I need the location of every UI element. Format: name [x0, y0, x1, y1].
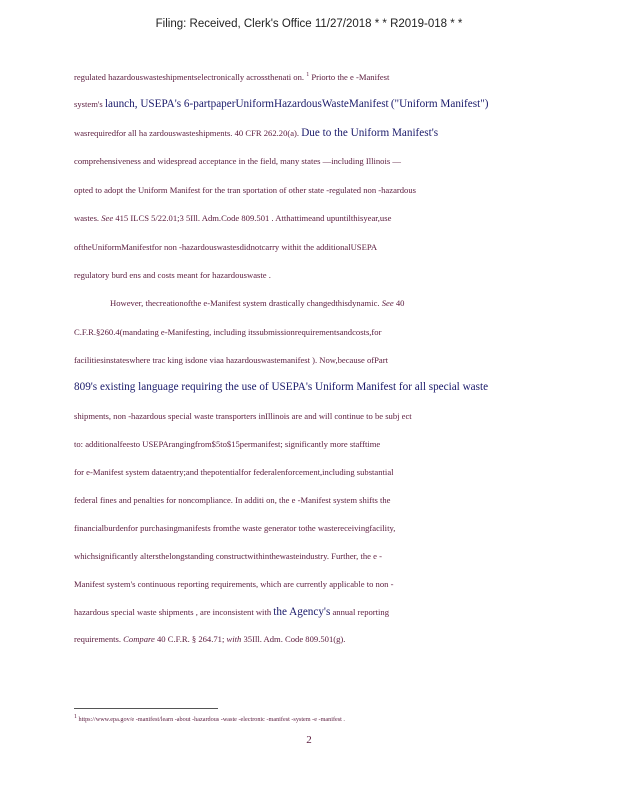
footnote-number: 1 [74, 714, 77, 720]
text-line-5: opted to adopt the Uniform Manifest for the tran sportation of other state -regulated non -hazardous [74, 185, 416, 195]
footnote-divider [74, 708, 218, 709]
text-line-13: shipments, non -hazardous special waste transporters inIllinois are and will continue to be subj ect [74, 411, 412, 421]
footnote-marker: 1 [306, 72, 310, 79]
text-line-20: hazardous special waste shipments , are inconsistent with the Agency's annual reporting [74, 606, 390, 618]
text-line-7: oftheUniformManifestfor non -hazardouswastesdidnotcarry withit the additionalUSEPA [74, 242, 378, 252]
page-number: 2 [306, 734, 312, 746]
text-line-3: wasrequiredfor all ha zardouswasteshipments. 40 CFR 262.20(a). Due to the Uniform Manifest's [74, 127, 439, 139]
text-line-2: system's launch, USEPA's 6-partpaperUniformHazardousWasteManifest ("Uniform Manifest") [74, 98, 489, 110]
text-line-1: regulated hazardouswasteshipmentselectronically acrossthenati on. $^1$ Priorto the e -Manifest [74, 72, 390, 82]
text-line-14: to: additionalfeesto USEPArangingfrom$5to$15permanifest; significantly more stafftime [74, 439, 381, 449]
text-line-11: facilitiesinstateswhere trac king isdone viaa hazardouswastemanifest ). Now,because ofPart [74, 355, 388, 365]
text-line-9: However, thecreationofthe e-Manifest system drastically changedthisdynamic. See 40 [110, 298, 405, 308]
text-line-21: requirements. Compare 40 C.F.R. § 264.71; with 35Ill. Adm. Code 809.501(g). [74, 634, 346, 644]
text-line-4: comprehensiveness and widespread acceptance in the field, many states —including Illinois — [74, 156, 401, 166]
text-line-16: federal fines and penalties for noncompliance. In additi on, the e -Manifest system shifts the [74, 495, 391, 505]
text-line-10: C.F.R.§260.4(mandating e-Manifesting, including itssubmissionrequirementsandcosts,for [74, 327, 382, 337]
text-line-6: wastes. See 415 ILCS 5/22.01;3 5Ill. Adm.Code 809.501 . Atthattimeand upuntilthisyear,use [74, 213, 392, 223]
text-line-8: regulatory burd ens and costs meant for hazardouswaste . [74, 270, 271, 280]
text-line-15: for e-Manifest system dataentry;and thepotentialfor federalenforcement,including substantial [74, 467, 394, 477]
text-line-19: Manifest system's continuous reporting requirements, which are currently applicable to non - [74, 579, 394, 589]
text-line-17: financialburdenfor purchasingmanifests fromthe waste generator tothe wastereceivingfacility, [74, 523, 396, 533]
text-line-18: whichsignificantly altersthelongstanding constructwithinthewasteindustry. Further, the e - [74, 551, 382, 561]
filing-header: Filing: Received, Clerk's Office 11/27/2018 * * R2019-018 * * [155, 18, 463, 30]
text-line-12: 809's existing language requiring the use of USEPA's Uniform Manifest for all special waste [74, 381, 489, 393]
footnote-text: 1 https://www.epa.gov/e -manifest/learn -about -hazardous -waste -electronic -manifest -system -e -manifest . [74, 714, 345, 724]
